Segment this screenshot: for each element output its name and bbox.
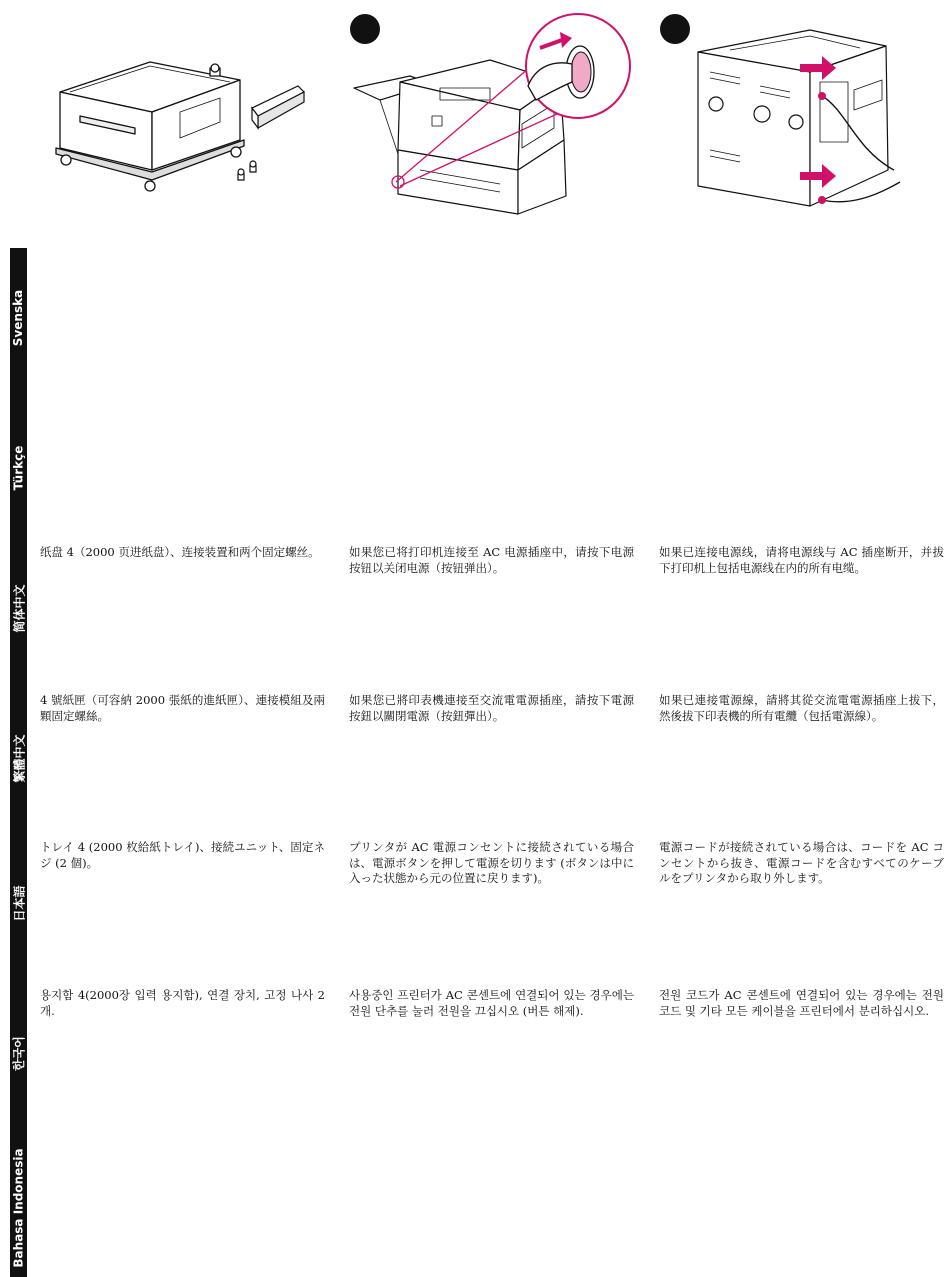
paper-tray-illustration — [40, 0, 310, 230]
zh-cn-step3-text: 如果已连接电源线，请将电源线与 AC 插座断开，并拔下打印机上包括电源线在内的所有电缆。 — [659, 545, 944, 575]
lang-tab-traditional-chinese: 繁體中文 — [12, 733, 27, 783]
power-button-icon — [526, 14, 630, 118]
zh-tw-step3-text: 如果已連接電源線，請將其從交流電電源插座上拔下，然後拔下印表機的所有電纜（包括電源線）。 — [659, 693, 944, 723]
ja-step3-text: 電源コードが接続されている場合は、コードを AC コンセントから抜き、電源コードを含むすべてのケーブルをプリンタから取り外します。 — [659, 840, 944, 885]
zh-tw-step1-text: 4 號紙匣（可容納 2000 張紙的進紙匣）、連接模組及兩顆固定螺絲。 — [40, 693, 325, 723]
ja-step1-text: トレイ 4 (2000 枚給紙トレイ)、接続ユニット、固定ネジ (2 個)。 — [40, 840, 325, 870]
lang-tab-bahasa-indonesia: Bahasa Indonesia — [11, 1148, 26, 1268]
screws-icon — [238, 161, 256, 180]
zh-cn-step1-text: 纸盘 4（2000 页进纸盘）、连接装置和两个固定螺丝。 — [40, 545, 320, 559]
language-sidebar — [10, 248, 27, 1277]
ko-step1-text: 용지함 4(2000장 입력 용지함), 연결 장치, 고정 나사 2개. — [40, 988, 325, 1018]
printer-front-illustration — [340, 0, 640, 230]
lang-tab-turkce: Türkçe — [11, 445, 26, 491]
zh-cn-step2-text: 如果您已将打印机连接至 AC 电源插座中，请按下电源按钮以关闭电源（按钮弹出）。 — [349, 545, 634, 575]
connector-icon — [252, 86, 304, 128]
printer-back-illustration — [650, 0, 950, 230]
zh-tw-step2-text: 如果您已將印表機連接至交流電電源插座，請按下電源按鈕以關閉電源（按鈕彈出）。 — [349, 693, 634, 723]
lang-tab-japanese: 日本語 — [12, 884, 27, 922]
lang-tab-simplified-chinese: 简体中文 — [12, 583, 27, 633]
lang-tab-svenska: Svenska — [11, 289, 26, 347]
ko-step3-text: 전원 코드가 AC 콘센트에 연결되어 있는 경우에는 전원 코드 및 기타 모든 케이블을 프린터에서 분리하십시오. — [659, 988, 944, 1018]
lang-tab-korean: 한국어 — [12, 1035, 26, 1071]
ja-step2-text: プリンタが AC 電源コンセントに接続されている場合は、電源ボタンを押して電源を切ります (ボタンは中に入った状態から元の位置に戻ります)。 — [349, 840, 634, 885]
ko-step2-text: 사용중인 프린터가 AC 콘센트에 연결되어 있는 경우에는 전원 단추를 눌러 전원을 끄십시오 (버튼 해제). — [349, 988, 634, 1018]
